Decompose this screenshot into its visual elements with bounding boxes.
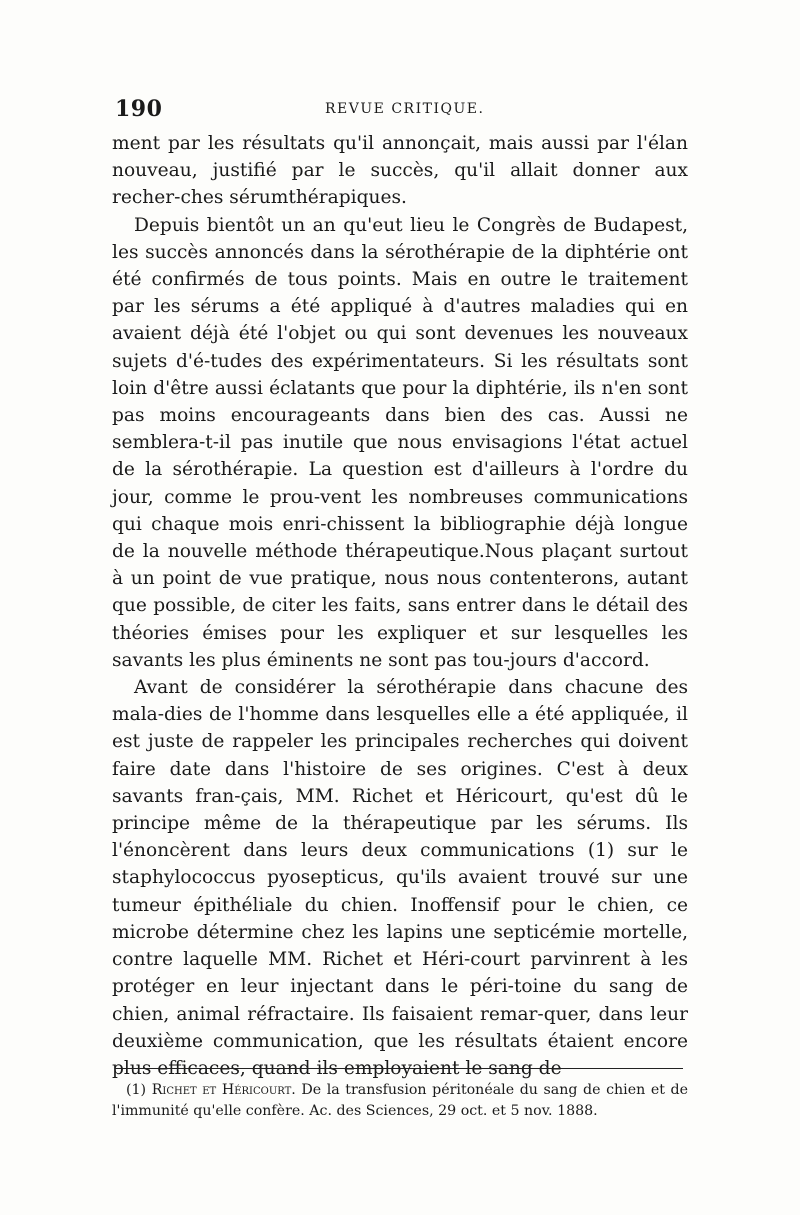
footnote-divider [115,1068,683,1069]
footnote-authors: Richet et Héricourt. [151,1082,296,1098]
page-header [115,96,685,126]
footnote-text: De la transfusion péritonéale du sang de chien et de l'immunité qu'elle confère. Ac. des Sciences, 29 oct. et 5 nov. 1888. [112,1082,688,1119]
body-text [112,130,688,1082]
footnote [112,1080,688,1122]
running-head: REVUE CRITIQUE. [325,101,485,117]
paragraph-continuation: ment par les résultats qu'il annonçait, mais aussi par l'élan nouveau, justifié par le succès, qu'il allait donner aux recher-ches sérumthérapiques. [112,133,688,209]
page-number: 190 [115,96,163,122]
paragraph-budapest-congress: Depuis bientôt un an qu'eut lieu le Congrès de Budapest, les succès annoncés dans la sérothérapie de la diphtérie ont été confirmés de tous points. Mais en outre le traitement par les sérums a été appliqué à d'autres maladies qui en avaient déjà été l'objet ou qui sont devenues les nouveaux sujets d'é-tudes des expérimentateurs. Si les résultats sont loin d'être aussi éclatants que pour la diphtérie, ils n'en sont pas moins encourageants dans bien des cas. Aussi ne semblera-t-il pas inutile que nous envisagions l'état actuel de la sérothérapie. La question est d'ailleurs à l'ordre du jour, comme le prou-vent les nombreuses communications qui chaque mois enri-chissent la bibliographie déjà longue de la nouvelle méthode thérapeutique.Nous plaçant surtout à un point de vue pratique, nous nous contenterons, autant que possible, de citer les faits, sans entrer dans le détail des théories émises pour les expliquer et sur lesquelles les savants les plus éminents ne sont pas tou-jours d'accord. [112,214,688,671]
footnote-marker: (1) [126,1082,147,1098]
paragraph-origins: Avant de considérer la sérothérapie dans chacune des mala-dies de l'homme dans lesquelles elle a été appliquée, il est juste de rappeler les principales recherches qui doivent faire date dans l'histoire de ses origines. C'est à deux savants fran-çais, MM. Richet et Héricourt, qu'est dû le principe même de la thérapeutique par les sérums. Ils l'énoncèrent dans leurs deux communications (1) sur le staphylococcus pyosepticus, qu'ils avaient trouvé sur une tumeur épithéliale du chien. Inoffensif pour le chien, ce microbe détermine chez les lapins une septicémie mortelle, contre laquelle MM. Richet et Héri-court parvinrent à les protéger en leur injectant dans le péri-toine du sang de chien, animal réfractaire. Ils faisaient remar-quer, dans leur deuxième communication, que les résultats étaient encore plus efficaces, quand ils employaient le sang de [112,677,688,1079]
